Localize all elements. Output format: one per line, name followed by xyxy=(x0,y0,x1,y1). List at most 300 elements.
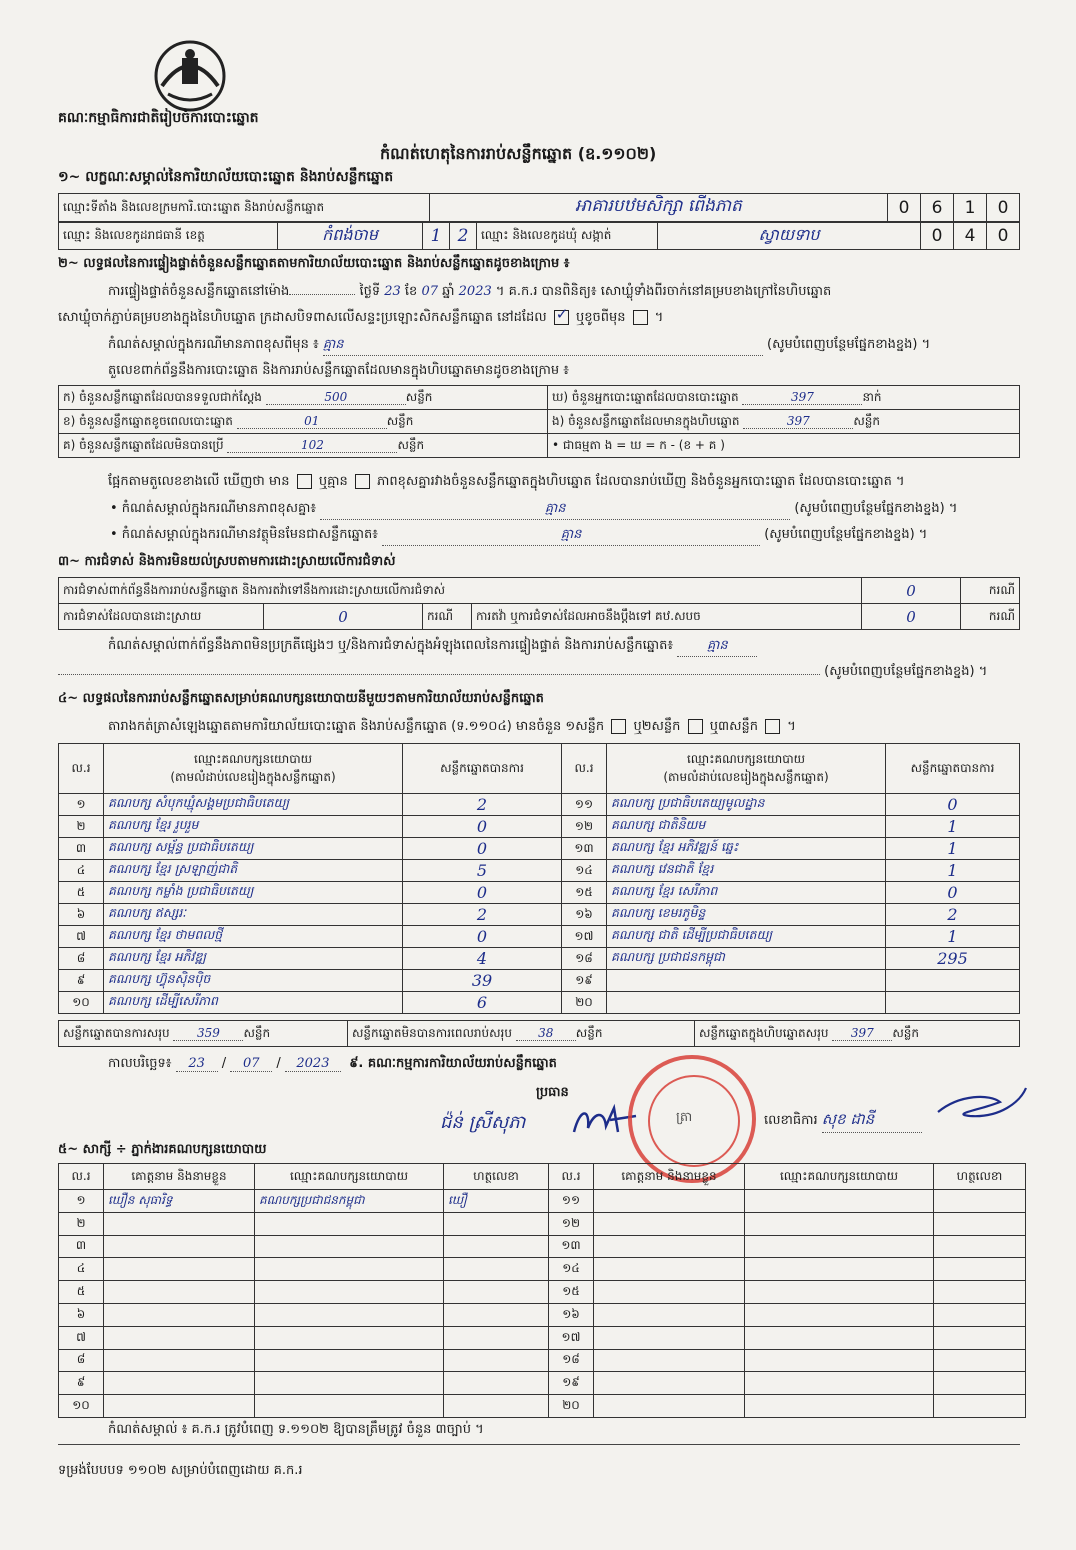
province-table xyxy=(58,222,1020,250)
witness-name xyxy=(594,1281,745,1304)
witness-name xyxy=(594,1372,745,1395)
witness-table xyxy=(58,1163,1026,1418)
fig-value: 01 xyxy=(237,414,387,429)
party-votes: 295 xyxy=(886,948,1020,970)
party-votes: 1 xyxy=(886,816,1020,838)
date-day: 23 xyxy=(176,1056,218,1072)
result-row xyxy=(59,882,1020,904)
witness-name xyxy=(594,1258,745,1281)
appeal-label: ការតវ៉ា ឬការជំទាស់ដែលអាចនឹងប្តឹងទៅ គឋ.សបច xyxy=(472,604,862,630)
commune-digit: 0 xyxy=(987,223,1020,250)
bullet-1-label: • កំណត់សម្គាល់ក្នុងករណីមានភាពខុសគ្នា៖ xyxy=(110,501,317,516)
fill-hint: (សូមបំពេញបន្ថែមផ្នែកខាងខ្នង) ។ xyxy=(824,664,988,679)
witness-number: ១៦ xyxy=(549,1303,594,1326)
compare-text-2: ភាពខុសគ្នារវាងចំនួនសន្លឹកឆ្នោតក្នុងហិបឆ្នោត ដែលបានរាប់ឃើញ និងចំនួនអ្នកបោះឆ្នោត ដែលបានបោះឆ្នោត ។ xyxy=(377,474,905,489)
fig-value: 102 xyxy=(227,438,397,453)
party-number: ៧ xyxy=(59,926,104,948)
date-month: 07 xyxy=(230,1056,272,1072)
result-row xyxy=(59,838,1020,860)
party-votes xyxy=(886,970,1020,992)
diff-note-value: គ្មាន xyxy=(323,336,763,356)
org-name: គណៈកម្មាធិការជាតិរៀបចំការបោះឆ្នោត xyxy=(58,110,259,126)
chair-label: ប្រធាន xyxy=(536,1085,569,1100)
has-diff-checkbox[interactable] xyxy=(297,474,312,489)
party-number: ១១ xyxy=(562,794,607,816)
chair-name: ជ៉ន់ ស្រីសុភា xyxy=(440,1112,526,1133)
form-footer: ទម្រង់បែបបទ ១១០២ សម្រាប់បំពេញដោយ គ.ក.រ xyxy=(58,1463,303,1478)
diff-note-line xyxy=(108,336,1020,356)
tally-intro-text: តារាងកត់ត្រាសំឡេងឆ្នោតតាមការិយាល័យបោះឆ្នោត និងរាប់សន្លឹកឆ្នោត (ទ.១១០៤) មានចំនួន ១សន្លឹក xyxy=(108,719,605,734)
fig-unit: សន្លឹក xyxy=(386,413,414,428)
province-digit: 1 xyxy=(423,223,450,250)
resolved-count: 0 xyxy=(264,604,423,630)
verify-year: 2023 xyxy=(458,284,492,299)
witness-row xyxy=(59,1372,1026,1395)
secretary-signature xyxy=(930,1084,1030,1124)
party-votes: 0 xyxy=(886,794,1020,816)
witness-signature xyxy=(444,1235,549,1258)
party-votes: 39 xyxy=(403,970,562,992)
witness-row xyxy=(59,1281,1026,1304)
fill-hint: (សូមបំពេញបន្ថែមផ្នែកខាងខ្នង) ។ xyxy=(767,337,931,352)
party-votes: 4 xyxy=(403,948,562,970)
section-1-heading: ១~ លក្ខណៈសម្គាល់នៃការិយាល័យបោះឆ្នោត និងរាប់សន្លឹកឆ្នោត xyxy=(58,169,394,185)
witness-signature xyxy=(444,1281,549,1304)
fig-value: 397 xyxy=(742,390,862,405)
figures-row xyxy=(59,386,1020,410)
unit: សន្លឹក xyxy=(575,1025,603,1040)
party-number: ១៥ xyxy=(562,882,607,904)
witness-number: ១៤ xyxy=(549,1258,594,1281)
bullet-2 xyxy=(110,526,1020,546)
col-name: គោត្តនាម និងនាមខ្លួន xyxy=(594,1164,745,1190)
party-votes: 2 xyxy=(886,904,1020,926)
verification-line-1 xyxy=(108,283,1020,302)
witness-number: ១៥ xyxy=(549,1281,594,1304)
section-3-heading: ៣~ ការជំទាស់ និងការមិនយល់ស្របតាមការដោះស្រាយលើការជំទាស់ xyxy=(58,554,396,569)
verify-year-label: ឆ្នាំ xyxy=(442,284,455,299)
tally-intro: តារាងកត់ត្រាសំឡេងឆ្នោតតាមការិយាល័យបោះឆ្នោត និងរាប់សន្លឹកឆ្នោត (ទ.១១០៤) មានចំនួន ១សន្លឹក ឬ២សន្លឹក ឬ៣សន្លឹក ។ xyxy=(108,719,796,734)
result-row xyxy=(59,860,1020,882)
party-name xyxy=(607,992,886,1014)
witness-name xyxy=(104,1303,255,1326)
verify-month: 07 xyxy=(421,284,438,299)
witness-number: ៨ xyxy=(59,1349,104,1372)
party-votes: 0 xyxy=(403,882,562,904)
witness-signature xyxy=(444,1303,549,1326)
party-number: ៥ xyxy=(59,882,104,904)
witness-number: ៧ xyxy=(59,1326,104,1349)
party-number: ១៧ xyxy=(562,926,607,948)
fig-label: ង) ចំនួនសន្លឹកឆ្នោតដែលមានក្នុងហិបឆ្នោត xyxy=(552,413,740,428)
bullet-2-label: • កំណត់សម្គាល់ក្នុងករណីមានវត្ថុមិនមែនជាសន្លឹកឆ្នោត៖ xyxy=(110,527,378,542)
witness-name xyxy=(104,1395,255,1418)
party-number: ១៩ xyxy=(562,970,607,992)
figures-row xyxy=(59,410,1020,434)
col-no: ល.រ xyxy=(59,1164,104,1190)
result-row xyxy=(59,794,1020,816)
witness-number: ៥ xyxy=(59,1281,104,1304)
witness-party xyxy=(255,1281,444,1304)
seal-mark: ត្រា xyxy=(676,1110,693,1125)
witness-number: ១៣ xyxy=(549,1235,594,1258)
witness-party xyxy=(745,1303,934,1326)
section-4-heading: ៤~ លទ្ធផលនៃការរាប់សន្លឹកឆ្នោតសម្រាប់គណបក្សនយោបាយនីមួយៗតាមការិយាល័យរាប់សន្លឹកឆ្នោត xyxy=(58,691,544,706)
section-5-heading: ៥~ សាក្សី ÷ ភ្នាក់ងារគណបក្សនយោបាយ xyxy=(58,1142,267,1157)
committee-label: ៩. គណៈកម្មការការិយាល័យរាប់សន្លឹកឆ្នោត xyxy=(349,1056,557,1071)
verify-text: ការផ្ទៀងផ្ទាត់ចំនួនសន្លឹកឆ្នោតនៅម៉ោង xyxy=(108,284,290,299)
witness-signature xyxy=(444,1212,549,1235)
party-votes: 0 xyxy=(403,816,562,838)
result-row xyxy=(59,926,1020,948)
secretary-line xyxy=(764,1110,922,1133)
date-line: កាលបរិច្ឆេទ៖ 23 / 07 / 2023 ៩. គណៈកម្មការការិយាល័យរាប់សន្លឹកឆ្នោត xyxy=(108,1056,557,1071)
witness-signature xyxy=(444,1258,549,1281)
party-name: គណបក្ស ដើម្បីសេរីភាព xyxy=(104,992,403,1014)
witness-number: ៤ xyxy=(59,1258,104,1281)
party-number: ១៣ xyxy=(562,838,607,860)
objection-table xyxy=(58,577,1020,630)
result-row xyxy=(59,970,1020,992)
fig-value: 500 xyxy=(266,390,406,405)
witness-party xyxy=(745,1326,934,1349)
valid-total: 359 xyxy=(173,1026,243,1041)
resolved-label: ការជំទាស់ដែលបានដោះស្រាយ xyxy=(59,604,264,630)
objection-label: ការជំទាស់ពាក់ព័ន្ធនឹងការរាប់សន្លឹកឆ្នោត និងការតវ៉ាទៅនឹងការដោះស្រាយលើការជំទាស់ xyxy=(59,578,862,604)
commune-digit: 4 xyxy=(954,223,987,250)
col-party: ឈ្មោះគណបក្សនយោបាយ (តាមលំដាប់លេខរៀងក្នុងសន្លឹកឆ្នោត) xyxy=(104,744,403,794)
party-votes: 1 xyxy=(886,926,1020,948)
witness-party xyxy=(255,1258,444,1281)
station-label: ឈ្មោះទីតាំង និងលេខក្រមការិ.បោះឆ្នោត និងរាប់សន្លឹកឆ្នោត xyxy=(59,194,430,222)
commune-label: ឈ្មោះ និងលេខកូដឃុំ សង្កាត់ xyxy=(477,223,658,250)
col-party: ឈ្មោះគណបក្សនយោបាយ (តាមលំដាប់លេខរៀងក្នុងសន្លឹកឆ្នោត) xyxy=(607,744,886,794)
witness-number: ១៧ xyxy=(549,1326,594,1349)
witness-name xyxy=(104,1212,255,1235)
invalid-label: សន្លឹកឆ្នោតមិនបានការពេលរាប់សរុប xyxy=(352,1025,512,1040)
bullet-1 xyxy=(110,500,1020,520)
two-sheet-label: ឬ២សន្លឹក xyxy=(633,719,681,734)
party-name: គណបក្ស ប្រជាជនកម្ពុជា xyxy=(607,948,886,970)
party-votes: 1 xyxy=(886,860,1020,882)
witness-party xyxy=(255,1349,444,1372)
figures-row xyxy=(59,434,1020,458)
three-sheet-checkbox[interactable] xyxy=(765,719,780,734)
party-name: គណបក្ស ជាតិនិយម xyxy=(607,816,886,838)
unit: សន្លឹក xyxy=(892,1025,919,1040)
party-number: ១០ xyxy=(59,992,104,1014)
three-sheet-label: ឬ៣សន្លឹក xyxy=(709,719,758,734)
witness-row xyxy=(59,1349,1026,1372)
party-number: ៩ xyxy=(59,970,104,992)
party-name xyxy=(607,970,886,992)
fill-hint: (សូមបំពេញបន្ថែមផ្នែកខាងខ្នង) ។ xyxy=(764,527,928,542)
compare-text: ផ្អែកតាមតួលេខខាងលើ ឃើញថា មាន xyxy=(108,474,290,489)
witness-signature xyxy=(444,1395,549,1418)
witness-name xyxy=(594,1235,745,1258)
diff-note-label: កំណត់សម្គាល់ក្នុងករណីមានភាពខុសពីមុន ៖ xyxy=(108,337,319,352)
party-name: គណបក្ស ខ្មែរ ស្រឡាញ់ជាតិ xyxy=(104,860,403,882)
witness-number: ១៩ xyxy=(549,1372,594,1395)
emblem-icon xyxy=(148,36,232,114)
commune-digit: 0 xyxy=(921,223,954,250)
two-sheet-checkbox[interactable] xyxy=(688,719,703,734)
party-votes: 6 xyxy=(403,992,562,1014)
party-votes: 5 xyxy=(403,860,562,882)
party-name: គណបក្ស ខេមរភូមិន្ទ xyxy=(607,904,886,926)
col-party: ឈ្មោះគណបក្សនយោបាយ xyxy=(255,1164,444,1190)
witness-name xyxy=(594,1395,745,1418)
party-name: គណបក្ស ខ្មែរ សេរីភាព xyxy=(607,882,886,904)
witness-number: ១៨ xyxy=(549,1349,594,1372)
witness-signature xyxy=(934,1372,1026,1395)
witness-signature xyxy=(934,1235,1026,1258)
witness-number: ២០ xyxy=(549,1395,594,1418)
fig-label: ខ) ចំនួនសន្លឹកឆ្នោតខូចពេលបោះឆ្នោត xyxy=(63,413,233,428)
party-name: គណបក្ស ខ្មែរ អភិវឌ្ឍ xyxy=(104,948,403,970)
verify-day: 23 xyxy=(384,284,401,299)
party-number: ១៨ xyxy=(562,948,607,970)
secretary-name: សុខ ដានី xyxy=(822,1110,922,1133)
fig-unit: សន្លឹក xyxy=(853,413,880,428)
col-party: ឈ្មោះគណបក្សនយោបាយ xyxy=(745,1164,934,1190)
witness-number: ១ xyxy=(59,1190,104,1213)
fig-unit: នាក់ xyxy=(862,389,882,404)
party-votes: 1 xyxy=(886,838,1020,860)
station-value: អាគារបឋមសិក្សា ពើងភាត xyxy=(430,194,888,222)
witness-name xyxy=(104,1326,255,1349)
col-votes: សន្លឹកឆ្នោតបានការ xyxy=(886,744,1020,794)
witness-number: ២ xyxy=(59,1212,104,1235)
date-label: កាលបរិច្ឆេទ៖ xyxy=(108,1056,172,1071)
intact-checkbox[interactable]: ✓ xyxy=(555,305,569,323)
party-name: គណបក្ស កម្លាំង ប្រជាធិបតេយ្យ xyxy=(104,882,403,904)
unit: សន្លឹក xyxy=(243,1025,271,1040)
witness-row xyxy=(59,1212,1026,1235)
party-number: ២០ xyxy=(562,992,607,1014)
fig-value: 397 xyxy=(743,414,853,429)
party-number: ១៦ xyxy=(562,904,607,926)
party-number: ៤ xyxy=(59,860,104,882)
witness-party xyxy=(745,1349,934,1372)
result-row xyxy=(59,904,1020,926)
result-row xyxy=(59,816,1020,838)
witness-row xyxy=(59,1326,1026,1349)
witness-name: ឃឿន សុធារិទ្ធ xyxy=(104,1190,255,1213)
witness-name xyxy=(104,1281,255,1304)
box-total-label: សន្លឹកឆ្នោតក្នុងហិបឆ្នោតសរុប xyxy=(699,1025,829,1040)
witness-name xyxy=(594,1326,745,1349)
witness-name xyxy=(594,1349,745,1372)
figures-intro: តួលេខពាក់ព័ន្ធនឹងការបោះឆ្នោត និងការរាប់សន្លឹកឆ្នោតដែលមានក្នុងហិបឆ្នោតមានដូចខាងក្រោម ៖ xyxy=(108,363,569,378)
fill-hint: (សូមបំពេញបន្ថែមផ្នែកខាងខ្នង) ។ xyxy=(794,501,958,516)
party-number: ១៤ xyxy=(562,860,607,882)
fig-unit: សន្លឹក xyxy=(397,437,425,452)
witness-name xyxy=(594,1303,745,1326)
party-number: ២ xyxy=(59,816,104,838)
fig-label: ក) ចំនួនសន្លឹកឆ្នោតដែលបានទទួលជាក់ស្តែង xyxy=(63,389,262,404)
fig-label: គ) ចំនួនសន្លឹកឆ្នោតដែលមិនបានប្រើ xyxy=(63,437,224,452)
witness-party: គណបក្សប្រជាជនកម្ពុជា xyxy=(255,1190,444,1213)
province-value: កំពង់ចាម xyxy=(278,223,423,250)
witness-name xyxy=(104,1258,255,1281)
witness-party xyxy=(255,1372,444,1395)
irregularity-note xyxy=(108,637,1020,657)
witness-row xyxy=(59,1235,1026,1258)
witness-party xyxy=(255,1326,444,1349)
formula: • ជាធម្មតា ង = ឃ = ក - (ខ + គ ) xyxy=(552,437,725,452)
appeal-unit: ករណី xyxy=(961,604,1020,630)
witness-party xyxy=(255,1212,444,1235)
col-no: ល.រ xyxy=(562,744,607,794)
witness-signature xyxy=(934,1281,1026,1304)
witness-signature xyxy=(934,1190,1026,1213)
witness-number: ៩ xyxy=(59,1372,104,1395)
party-name: គណបក្ស ខ្មែរ ថាមពលថ្មី xyxy=(104,926,403,948)
party-number: ៨ xyxy=(59,948,104,970)
totals-table xyxy=(58,1020,1020,1047)
verify-month-label: ខែ xyxy=(404,284,418,299)
witness-number: ៦ xyxy=(59,1303,104,1326)
witness-name xyxy=(594,1212,745,1235)
witness-signature xyxy=(934,1303,1026,1326)
witness-party xyxy=(255,1235,444,1258)
party-number: ៣ xyxy=(59,838,104,860)
col-no: ល.រ xyxy=(59,744,104,794)
party-votes xyxy=(886,992,1020,1014)
witness-number: ១១ xyxy=(549,1190,594,1213)
box-total: 397 xyxy=(832,1026,892,1041)
verify-text-3: សោឃ្លុំចាក់ភ្ជាប់គម្របខាងក្នុងនៃហិបឆ្នោត ក្រដាសបិទពាសលើសន្ទះប្រឡោះសិកសន្លឹកឆ្នោត នៅដដែល xyxy=(58,310,547,325)
result-row xyxy=(59,992,1020,1014)
witness-name xyxy=(104,1349,255,1372)
witness-party xyxy=(745,1212,934,1235)
witness-signature: ឃឿ xyxy=(444,1190,549,1213)
witness-party xyxy=(745,1235,934,1258)
party-name: គណបក្ស ខ្មែរ អភិវឌ្ឍន៍ ឆ្នេះ xyxy=(607,838,886,860)
party-name: គណបក្ស ជាតិ ដើម្បីប្រជាធិបតេយ្យ xyxy=(607,926,886,948)
station-digit: 1 xyxy=(954,194,987,222)
irregularity-continue xyxy=(58,663,1020,682)
col-sign: ហត្ថលេខា xyxy=(934,1164,1026,1190)
no-diff-label: ឬគ្មាន xyxy=(318,474,348,489)
section-2-heading: ២~ លទ្ធផលនៃការផ្ទៀងផ្ទាត់ចំនួនសន្លឹកឆ្នោតតាមការិយាល័យបោះឆ្នោត និងរាប់សន្លឹកឆ្នោតដូចខាងក្រោម ៖ xyxy=(58,256,570,271)
witness-name xyxy=(104,1372,255,1395)
witness-name xyxy=(104,1235,255,1258)
witness-signature xyxy=(444,1326,549,1349)
province-digit: 2 xyxy=(450,223,477,250)
fig-unit: សន្លឹក xyxy=(405,389,433,404)
witness-row xyxy=(59,1303,1026,1326)
appeal-count: 0 xyxy=(862,604,961,630)
fig-label: ឃ) ចំនួនអ្នកបោះឆ្នោតដែលបានបោះឆ្នោត xyxy=(552,389,739,404)
party-name: គណបក្ស ប្រជាធិបតេយ្យមូលដ្ឋាន xyxy=(607,794,886,816)
station-digit: 0 xyxy=(888,194,921,222)
no-diff-checkbox[interactable] xyxy=(355,474,370,489)
witness-party xyxy=(745,1190,934,1213)
col-sign: ហត្ថលេខា xyxy=(444,1164,549,1190)
witness-row xyxy=(59,1190,1026,1213)
witness-party xyxy=(255,1395,444,1418)
valid-label: សន្លឹកឆ្នោតបានការសរុប xyxy=(63,1025,170,1040)
witness-party xyxy=(745,1372,934,1395)
witness-signature xyxy=(934,1258,1026,1281)
result-row xyxy=(59,948,1020,970)
party-votes: 0 xyxy=(886,882,1020,904)
party-number: ១ xyxy=(59,794,104,816)
col-name: គោត្តនាម និងនាមខ្លួន xyxy=(104,1164,255,1190)
party-votes: 0 xyxy=(403,838,562,860)
witness-party xyxy=(255,1303,444,1326)
party-name: គណបក្ស ហ៊្វុនស៊ិនប៉ិច xyxy=(104,970,403,992)
objection-unit: ករណី xyxy=(961,578,1020,604)
witness-signature xyxy=(934,1349,1026,1372)
party-number: ៦ xyxy=(59,904,104,926)
witness-number: ១០ xyxy=(59,1395,104,1418)
witness-name xyxy=(594,1190,745,1213)
damaged-label: ឬខូចពីមុន xyxy=(575,310,626,325)
witness-signature xyxy=(444,1372,549,1395)
party-name: គណបក្ស វេនជាតិ ខ្មែរ xyxy=(607,860,886,882)
station-digit: 0 xyxy=(987,194,1020,222)
verify-day-label: ថ្ងៃទី xyxy=(359,284,381,299)
bullet-1-value: គ្មាន xyxy=(320,500,790,520)
figures-table xyxy=(58,385,1020,458)
witness-row xyxy=(59,1258,1026,1281)
secretary-label: លេខាធិការ xyxy=(764,1113,818,1128)
col-votes: សន្លឹកឆ្នោតបានការ xyxy=(403,744,562,794)
bullet-2-value: គ្មាន xyxy=(382,526,760,546)
party-votes: 2 xyxy=(403,794,562,816)
party-name: គណបក្ស ឥស្សរៈ xyxy=(104,904,403,926)
witness-party xyxy=(745,1258,934,1281)
damaged-checkbox[interactable] xyxy=(633,310,648,325)
party-name: គណបក្ស សំបុកឃ្មុំសង្គមប្រជាធិបតេយ្យ xyxy=(104,794,403,816)
witness-party xyxy=(745,1395,934,1418)
station-digit: 6 xyxy=(921,194,954,222)
party-number: ១២ xyxy=(562,816,607,838)
witness-signature xyxy=(444,1349,549,1372)
one-sheet-checkbox[interactable] xyxy=(611,719,626,734)
col-no: ល.រ xyxy=(549,1164,594,1190)
witness-signature xyxy=(934,1395,1026,1418)
witness-number: ១២ xyxy=(549,1212,594,1235)
party-name: គណបក្ស សម្ព័ន្ធ ប្រជាធិបតេយ្យ xyxy=(104,838,403,860)
station-table xyxy=(58,193,1020,222)
results-table xyxy=(58,743,1020,1014)
witness-signature xyxy=(934,1212,1026,1235)
resolved-unit: ករណី xyxy=(423,604,472,630)
date-year: 2023 xyxy=(285,1056,341,1072)
witness-row xyxy=(59,1395,1026,1418)
witness-party xyxy=(745,1281,934,1304)
province-label: ឈ្មោះ និងលេខកូដរាជធានី ខេត្ត xyxy=(59,223,278,250)
objection-count: 0 xyxy=(862,578,961,604)
irregularity-value: គ្មាន xyxy=(677,637,757,657)
verify-text-2: ។ គ.ក.រ បានពិនិត្យ៖ សោឃ្លុំទាំងពីរចាក់នៅគម្របខាងក្រៅនៃហិបឆ្នោត xyxy=(495,284,832,299)
verification-line-2: សោឃ្លុំចាក់ភ្ជាប់គម្របខាងក្នុងនៃហិបឆ្នោត ក្រដាសបិទពាសលើសន្ទះប្រឡោះសិកសន្លឹកឆ្នោត នៅដដែល ✓ ឬខូចពីមុន ។ xyxy=(58,305,664,325)
irregularity-label: កំណត់សម្គាល់ពាក់ព័ន្ធនឹងភាពមិនប្រក្រតីផ្សេងៗ ឬ/និងការជំទាស់ក្នុងអំឡុងពេលនៃការផ្ទៀងផ្ទាត់ និងការរាប់សន្លឹកឆ្នោត៖ xyxy=(108,638,674,653)
witness-number: ៣ xyxy=(59,1235,104,1258)
document-title: កំណត់ហេតុនៃការរាប់សន្លឹកឆ្នោត (ឧ.១១០២) xyxy=(380,144,657,163)
commune-value: ស្វាយទាប xyxy=(658,223,921,250)
witness-signature xyxy=(934,1326,1026,1349)
invalid-total: 38 xyxy=(516,1026,576,1041)
party-votes: 0 xyxy=(403,926,562,948)
party-name: គណបក្ស ខ្មែរ រួបរួម xyxy=(104,816,403,838)
compare-line xyxy=(108,473,1020,492)
party-votes: 2 xyxy=(403,904,562,926)
